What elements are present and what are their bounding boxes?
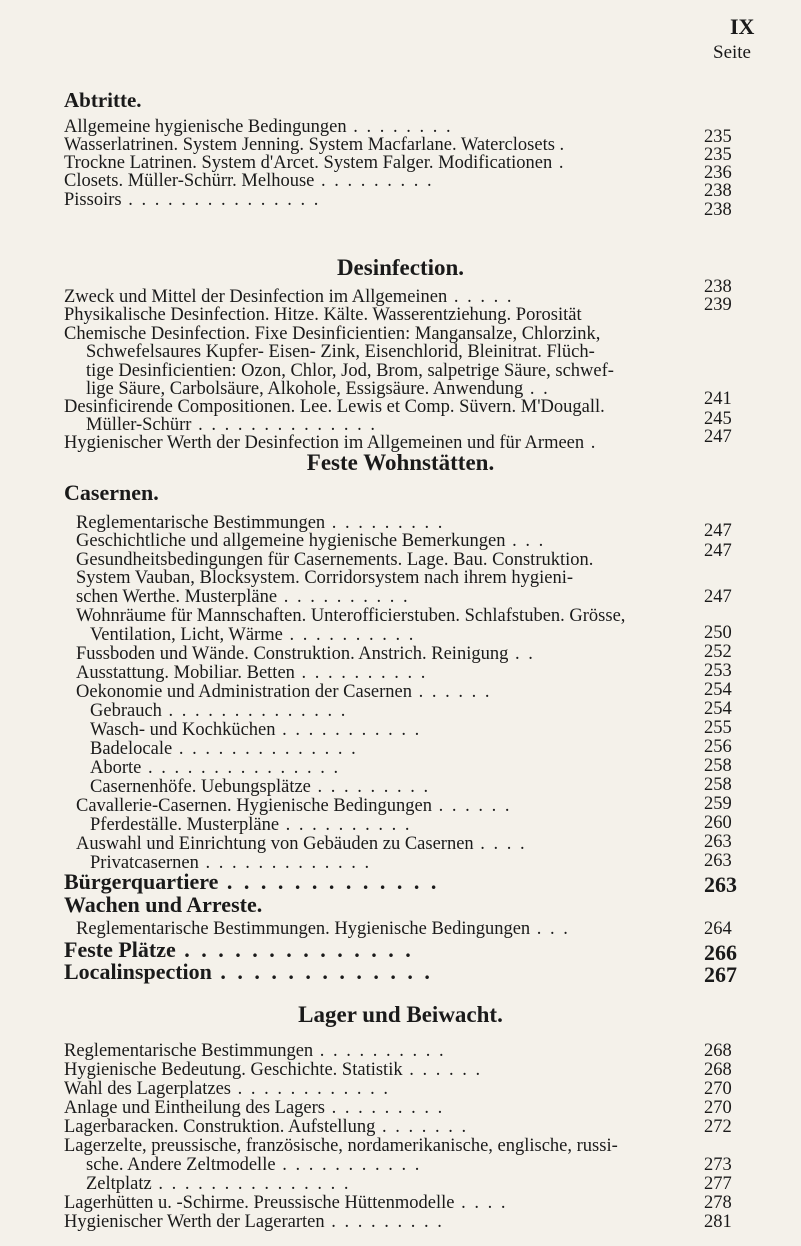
toc-page-number: 253 xyxy=(704,661,732,681)
toc-entry-text: Physikalische Desinfection. Hitze. Kälte. Wasserentziehung. Porosität xyxy=(64,305,582,325)
toc-entry-text: Feste Plätze xyxy=(64,937,176,962)
toc-leader-dots: . . . . . . . . . . . . . . xyxy=(175,937,414,962)
toc-entry xyxy=(76,588,410,607)
toc-entry-text: Privatcasernen xyxy=(90,853,199,873)
toc-leader-dots: . . . . . . . . . xyxy=(310,777,431,797)
toc-page-number: 238 xyxy=(704,277,732,297)
toc-leader-dots: . . . xyxy=(530,919,570,939)
toc-leader-dots: . . . . . . . . . . . . . . . xyxy=(121,190,321,210)
toc-entry-text: tige Desinficientien: Ozon, Chlor, Jod, Brom, salpetrige Säure, schwef- xyxy=(86,361,614,381)
toc-leader-dots: . . . . . . . . . xyxy=(325,1098,445,1118)
toc-entry-text: Lagerbaracken. Construktion. Aufstellung xyxy=(64,1117,376,1137)
toc-entry-text: Reglementarische Bestimmungen xyxy=(64,1041,314,1061)
section-title-lager: Lager und Beiwacht. xyxy=(298,1002,503,1027)
toc-page-number: 247 xyxy=(704,427,732,447)
toc-entry-text: Müller-Schürr xyxy=(86,415,192,435)
toc-leader-dots: . . . . . . . . . . . . . xyxy=(211,959,433,984)
toc-entry xyxy=(64,1080,390,1099)
toc-entry-text: Gebrauch xyxy=(90,701,162,721)
toc-leader-dots: . . . . . . . . . . xyxy=(279,815,412,835)
toc-entry-text: Lagerhütten u. -Schirme. Preussische Hüttenmodelle xyxy=(64,1193,455,1213)
toc-leader-dots: . . . . . . . . . xyxy=(324,1212,444,1232)
toc-page-number: 252 xyxy=(704,642,732,662)
toc-entry-text: Badelocale xyxy=(90,739,173,759)
toc-entry xyxy=(76,569,573,588)
toc-entry xyxy=(90,702,347,721)
toc-entry-text: Schwefelsaures Kupfer- Eisen- Zink, Eisenchlorid, Bleinitrat. Flüch- xyxy=(86,342,595,362)
toc-leader-dots: . . xyxy=(523,379,550,399)
toc-entry-text: Allgemeine hygienische Bedingungen xyxy=(64,117,347,137)
toc-leader-dots: . xyxy=(584,433,598,453)
toc-page-number: 278 xyxy=(704,1193,732,1213)
toc-entry xyxy=(76,607,625,626)
toc-leader-dots: . . . . . . xyxy=(402,1060,483,1080)
toc-page-number: 270 xyxy=(704,1079,732,1099)
toc-leader-dots: . . . . . . . . . . . . . . . xyxy=(141,758,341,778)
toc-leader-dots: . . . . . . . . . . . . xyxy=(231,1079,390,1099)
toc-entry-text: schen Werthe. Musterpläne xyxy=(76,587,278,607)
toc-entry-text: Hygienischer Werth der Desinfection im Allgemeinen und für Armeen xyxy=(64,433,585,453)
toc-entry xyxy=(90,778,430,797)
toc-page-number: 267 xyxy=(704,962,737,987)
page-number: IX xyxy=(730,14,755,39)
toc-entry xyxy=(64,960,433,984)
section-title-feste-wohnstaetten: Feste Wohnstätten. xyxy=(306,450,495,475)
toc-entry xyxy=(64,1194,507,1213)
toc-entry xyxy=(64,1099,444,1118)
toc-entry-text: Ventilation, Licht, Wärme xyxy=(90,625,283,645)
toc-page-number: 238 xyxy=(704,181,732,201)
toc-leader-dots: . . . . . . . . . . xyxy=(277,587,410,607)
toc-entry-text: Chemische Desinfection. Fixe Desinficientien: Mangansalze, Chlorzink, xyxy=(64,324,601,344)
toc-entry xyxy=(64,870,439,894)
toc-entry-text: Ausstattung. Mobiliar. Betten xyxy=(76,663,295,683)
toc-entry-text: Desinficirende Compositionen. Lee. Lewis et Comp. Süvern. M'Dougall. xyxy=(64,397,605,417)
toc-entry xyxy=(76,797,512,816)
toc-entry xyxy=(86,343,595,362)
toc-page-number: 273 xyxy=(704,1155,732,1175)
toc-page-number: 254 xyxy=(704,680,732,700)
toc-entry xyxy=(64,1061,482,1080)
toc-entry xyxy=(76,532,545,551)
toc-entry-text: Cavallerie-Casernen. Hygienische Bedingungen xyxy=(76,796,433,816)
toc-leader-dots: . . . . . . . . xyxy=(346,117,453,137)
toc-entry-text: Reglementarische Bestimmungen. Hygienische Bedingungen xyxy=(76,919,531,939)
toc-entry xyxy=(64,306,582,325)
toc-leader-dots: . . . . . . . . . . . . . . xyxy=(172,739,358,759)
toc-page-number: 277 xyxy=(704,1174,732,1194)
toc-leader-dots: . . xyxy=(508,644,535,664)
subsection-heading-wachen: Wachen und Arreste. xyxy=(64,892,263,917)
toc-page-number: 263 xyxy=(704,872,737,897)
toc-leader-dots: . . . . xyxy=(473,834,527,854)
toc-page-number: 241 xyxy=(704,389,732,409)
toc-page-number: 239 xyxy=(704,295,732,315)
toc-entry-text: Wasserlatrinen. System Jenning. System Macfarlane. Waterclosets . xyxy=(64,135,565,155)
subsection-heading-casernen: Casernen. xyxy=(64,480,159,505)
toc-entry-text: Fussboden und Wände. Construktion. Anstrich. Reinigung xyxy=(76,644,509,664)
toc-leader-dots: . . . . . . . . . . xyxy=(282,625,416,645)
toc-page-number: 264 xyxy=(704,919,732,939)
toc-entry-text: Closets. Müller-Schürr. Melhouse xyxy=(64,171,315,191)
toc-leader-dots: . xyxy=(552,153,566,173)
toc-leader-dots: . . . . . . . . . . . . . . . xyxy=(151,1174,351,1194)
section-heading-abtritte: Abtritte. xyxy=(64,88,142,112)
toc-page-number: 260 xyxy=(704,813,732,833)
toc-page-number: 254 xyxy=(704,699,732,719)
toc-entry-text: Auswahl und Einrichtung von Gebäuden zu Casernen xyxy=(76,834,474,854)
toc-entry-text: Pissoirs xyxy=(64,190,122,210)
toc-entry-text: Bürgerquartiere xyxy=(64,869,219,894)
toc-leader-dots: . . . . xyxy=(454,1193,508,1213)
toc-entry-text: Oekonomie und Administration der Casernen xyxy=(76,682,413,702)
toc-entry-text: Zweck und Mittel der Desinfection im Allgemeinen xyxy=(64,287,448,307)
toc-entry xyxy=(64,191,320,210)
toc-page-number: 259 xyxy=(704,794,732,814)
toc-page-number: 247 xyxy=(704,541,732,561)
toc-entry xyxy=(76,835,527,854)
toc-entry xyxy=(64,1137,618,1156)
toc-entry xyxy=(64,1118,468,1137)
toc-entry-text: Wasch- und Kochküchen xyxy=(90,720,276,740)
toc-page-number: 245 xyxy=(704,409,732,429)
toc-entry xyxy=(64,1042,446,1061)
toc-page-number: 268 xyxy=(704,1060,732,1080)
toc-entry-text: System Vauban, Blocksystem. Corridorsystem nach ihrem hygieni- xyxy=(76,568,574,588)
toc-page-number: 255 xyxy=(704,718,732,738)
toc-page-number: 272 xyxy=(704,1117,732,1137)
toc-leader-dots: . . . . . . . . . . xyxy=(313,1041,446,1061)
toc-entry xyxy=(76,664,427,683)
toc-leader-dots: . . . . . . . . . . . . . xyxy=(218,869,440,894)
toc-entry xyxy=(90,626,415,645)
toc-leader-dots: . . . . . . xyxy=(412,682,492,702)
section-title-desinfection: Desinfection. xyxy=(336,255,465,280)
toc-page-number: 236 xyxy=(704,163,732,183)
toc-leader-dots: . . . . . . . . . . . xyxy=(275,1155,422,1175)
toc-entry-text: sche. Andere Zeltmodelle xyxy=(86,1155,276,1175)
toc-entry xyxy=(90,740,358,759)
toc-entry xyxy=(90,816,412,835)
toc-entry-text: Localinspection xyxy=(64,959,212,984)
toc-leader-dots: . . . . . . . . . . . . . . xyxy=(161,701,348,721)
toc-entry-text: Aborte xyxy=(90,758,142,778)
toc-leader-dots: . . . . . . . . . . . . . xyxy=(198,853,372,873)
toc-page-number: 235 xyxy=(704,145,732,165)
toc-entry-text: Casernenhöfe. Uebungsplätze xyxy=(90,777,311,797)
toc-leader-dots: . . . . . . xyxy=(432,796,512,816)
toc-page-number: 247 xyxy=(704,587,732,607)
toc-entry xyxy=(90,721,421,740)
toc-entry xyxy=(64,1213,444,1232)
toc-page-number: 268 xyxy=(704,1041,732,1061)
toc-leader-dots: . . . . . . . . . xyxy=(325,513,445,533)
toc-entry-text: Wahl des Lagerplatzes xyxy=(64,1079,231,1099)
toc-leader-dots: . . . . . . . . . . . . . . xyxy=(191,415,377,435)
toc-entry-text: Hygienische Bedeutung. Geschichte. Statistik xyxy=(64,1060,403,1080)
toc-page-number: 247 xyxy=(704,521,732,541)
toc-entry-text: Gesundheitsbedingungen für Casernements. Lage. Bau. Construktion. xyxy=(76,550,594,570)
toc-leader-dots: . . . . . . . . . . xyxy=(294,663,428,683)
toc-entry-text: Geschichtliche und allgemeine hygienische Bemerkungen xyxy=(76,531,506,551)
toc-entry-text: Pferdeställe. Musterpläne xyxy=(90,815,280,835)
toc-page-number: 238 xyxy=(704,200,732,220)
toc-entry xyxy=(90,759,340,778)
toc-page-number: 235 xyxy=(704,127,732,147)
toc-page-number: 263 xyxy=(704,832,732,852)
toc-entry xyxy=(64,172,434,191)
toc-leader-dots: . . . . . . . xyxy=(375,1117,469,1137)
toc-entry xyxy=(86,1175,351,1194)
toc-entry-text: Zeltplatz xyxy=(86,1174,152,1194)
toc-page-number: 281 xyxy=(704,1212,732,1232)
toc-page-number: 258 xyxy=(704,775,732,795)
toc-page-number: 263 xyxy=(704,851,732,871)
toc-leader-dots: . . . . . . . . . xyxy=(314,171,434,191)
toc-entry-text: Trockne Latrinen. System d'Arcet. System Falger. Modificationen xyxy=(64,153,553,173)
toc-page-number: 250 xyxy=(704,623,732,643)
toc-entry-text: Wohnräume für Mannschaften. Unterofficierstuben. Schlafstuben. Grösse, xyxy=(76,606,626,626)
toc-entry xyxy=(76,645,535,664)
toc-page-number: 266 xyxy=(704,940,737,965)
toc-page-number: 256 xyxy=(704,737,732,757)
toc-entry-text: Reglementarische Bestimmungen xyxy=(76,513,326,533)
toc-page-number: 258 xyxy=(704,756,732,776)
toc-entry-text: Hygienischer Werth der Lagerarten xyxy=(64,1212,325,1232)
toc-entry-text: lige Säure, Carbolsäure, Alkohole, Essigsäure. Anwendung xyxy=(86,379,524,399)
toc-entry-text: Anlage und Eintheilung des Lagers xyxy=(64,1098,325,1118)
toc-leader-dots: . . . xyxy=(505,531,546,551)
toc-page-number: 270 xyxy=(704,1098,732,1118)
toc-entry xyxy=(86,1156,421,1175)
toc-entry xyxy=(76,683,492,702)
page-column-label: Seite xyxy=(713,42,751,63)
toc-leader-dots: . . . . . . . . . . . xyxy=(275,720,422,740)
toc-entry-text: Lagerzelte, preussische, französische, nordamerikanische, englische, russi- xyxy=(64,1136,618,1156)
toc-leader-dots: . . . . . xyxy=(447,287,514,307)
